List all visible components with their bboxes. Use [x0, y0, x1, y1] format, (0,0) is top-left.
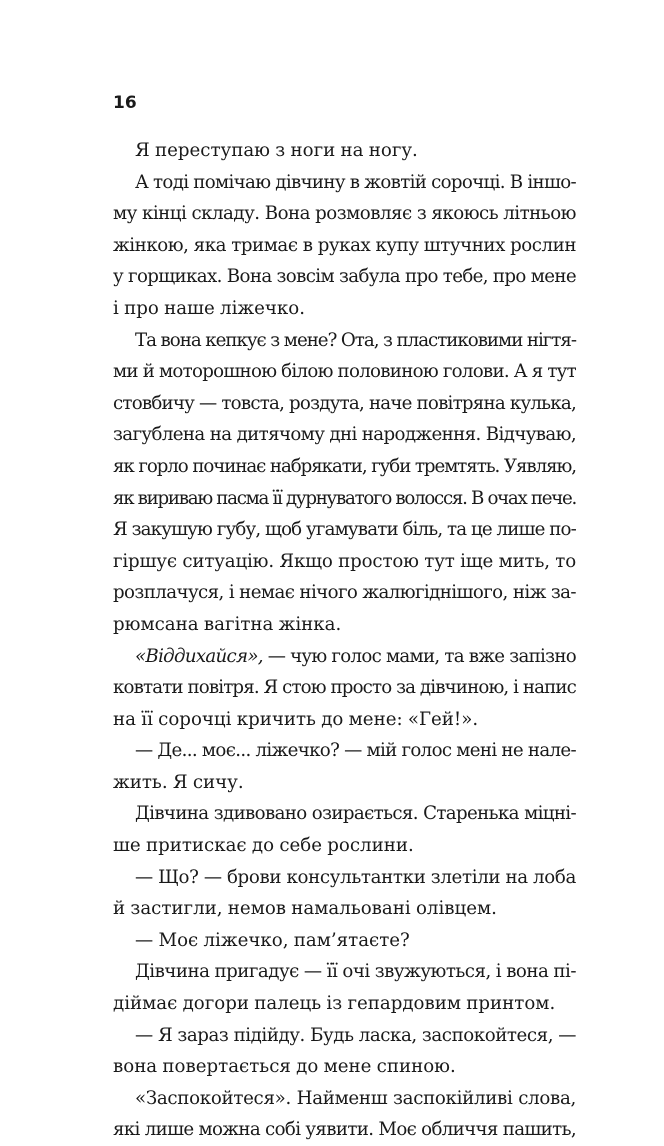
paragraph — [113, 956, 576, 1019]
text-line: Дівчина здивовано озирається. Старенька міцні- — [135, 803, 576, 825]
body-text — [113, 135, 576, 1146]
text-line: стовбичу — товста, роздута, наче повітряна кулька, — [113, 392, 576, 414]
paragraph — [113, 167, 576, 325]
text-line: жить. Я сичу. — [113, 771, 244, 793]
text-line: Дівчина пригадує — її очі звужуються, і вона пі- — [135, 961, 576, 983]
text-line: жінкою, яка тримає в руках купу штучних рослин — [113, 234, 576, 256]
paragraph — [113, 735, 576, 798]
paragraph — [113, 1020, 576, 1083]
text-line: як горло починає набрякати, губи тремтять. Уявляю, — [113, 455, 576, 477]
text-line: і про наше ліжечко. — [113, 297, 305, 319]
text-line: на її сорочці кричить до мене: «Гей!». — [113, 708, 479, 730]
text-line: Я закушую губу, щоб угамувати біль, та це лише по- — [113, 519, 576, 541]
paragraph — [113, 798, 576, 861]
text-line: у горщиках. Вона зовсім забула про тебе, про мене — [113, 266, 576, 288]
text-line: ше притискає до себе рослини. — [113, 835, 414, 857]
paragraph — [113, 641, 576, 736]
text-line: вона повертається до мене спиною. — [113, 1056, 456, 1078]
paragraph — [113, 135, 576, 167]
text-line: й застигли, немов намальовані олівцем. — [113, 898, 497, 920]
text-line: розплачуся, і немає нічого жалюгіднішого, ніж за- — [113, 582, 576, 604]
paragraph — [113, 1083, 576, 1146]
text-line: А тоді помічаю дівчину в жовтій сорочці. В іншо- — [135, 171, 576, 193]
text-line: загублена на дитячому дні народження. Відчуваю, — [113, 424, 576, 446]
text-line: діймає догори палець із гепардовим принтом. — [113, 993, 556, 1015]
text-line: як вириваю пасма її дурнуватого волосся. В очах пече. — [113, 487, 576, 509]
text-line: Я переступаю з ноги на ногу. — [135, 140, 418, 161]
paragraph — [113, 925, 576, 957]
text-line: — Я зараз підійду. Будь ласка, заспокойтеся, — — [135, 1024, 576, 1046]
italic-quote: «Віддихайся», — [135, 645, 263, 667]
text-line: ковтати повітря. Я стою просто за дівчиною, і напис — [113, 677, 576, 699]
text-line: гіршує ситуацію. Якщо простою тут іще мить, то — [113, 550, 576, 572]
text-line: — Що? — брови консультантки злетіли на лоба — [135, 866, 576, 888]
text-line: му кінці складу. Вона розмовляє з якоюсь літньою — [113, 203, 576, 225]
text-line: Та вона кепкує з мене? Ота, з пластиковими нігтя- — [135, 329, 576, 351]
text-line: рюмсана вагітна жінка. — [113, 613, 342, 635]
text-line: — Де... моє... ліжечко? — мій голос мені не нале- — [135, 740, 576, 762]
text-line: «Заспокойтеся». Найменш заспокійливі слова, — [135, 1087, 576, 1109]
page-number: 16 — [113, 93, 137, 113]
paragraph — [113, 862, 576, 925]
text-line: — Моє ліжечко, пам’ятаєте? — [135, 929, 410, 951]
text-line: ми й моторошною білою половиною голови. А я тут — [113, 361, 576, 383]
text-line — [113, 641, 576, 673]
text-line: які лише можна собі уявити. Моє обличчя пашить, — [113, 1119, 576, 1141]
text-fragment: — чую голос мами, та вже запізно — [262, 645, 576, 667]
paragraph — [113, 325, 576, 641]
